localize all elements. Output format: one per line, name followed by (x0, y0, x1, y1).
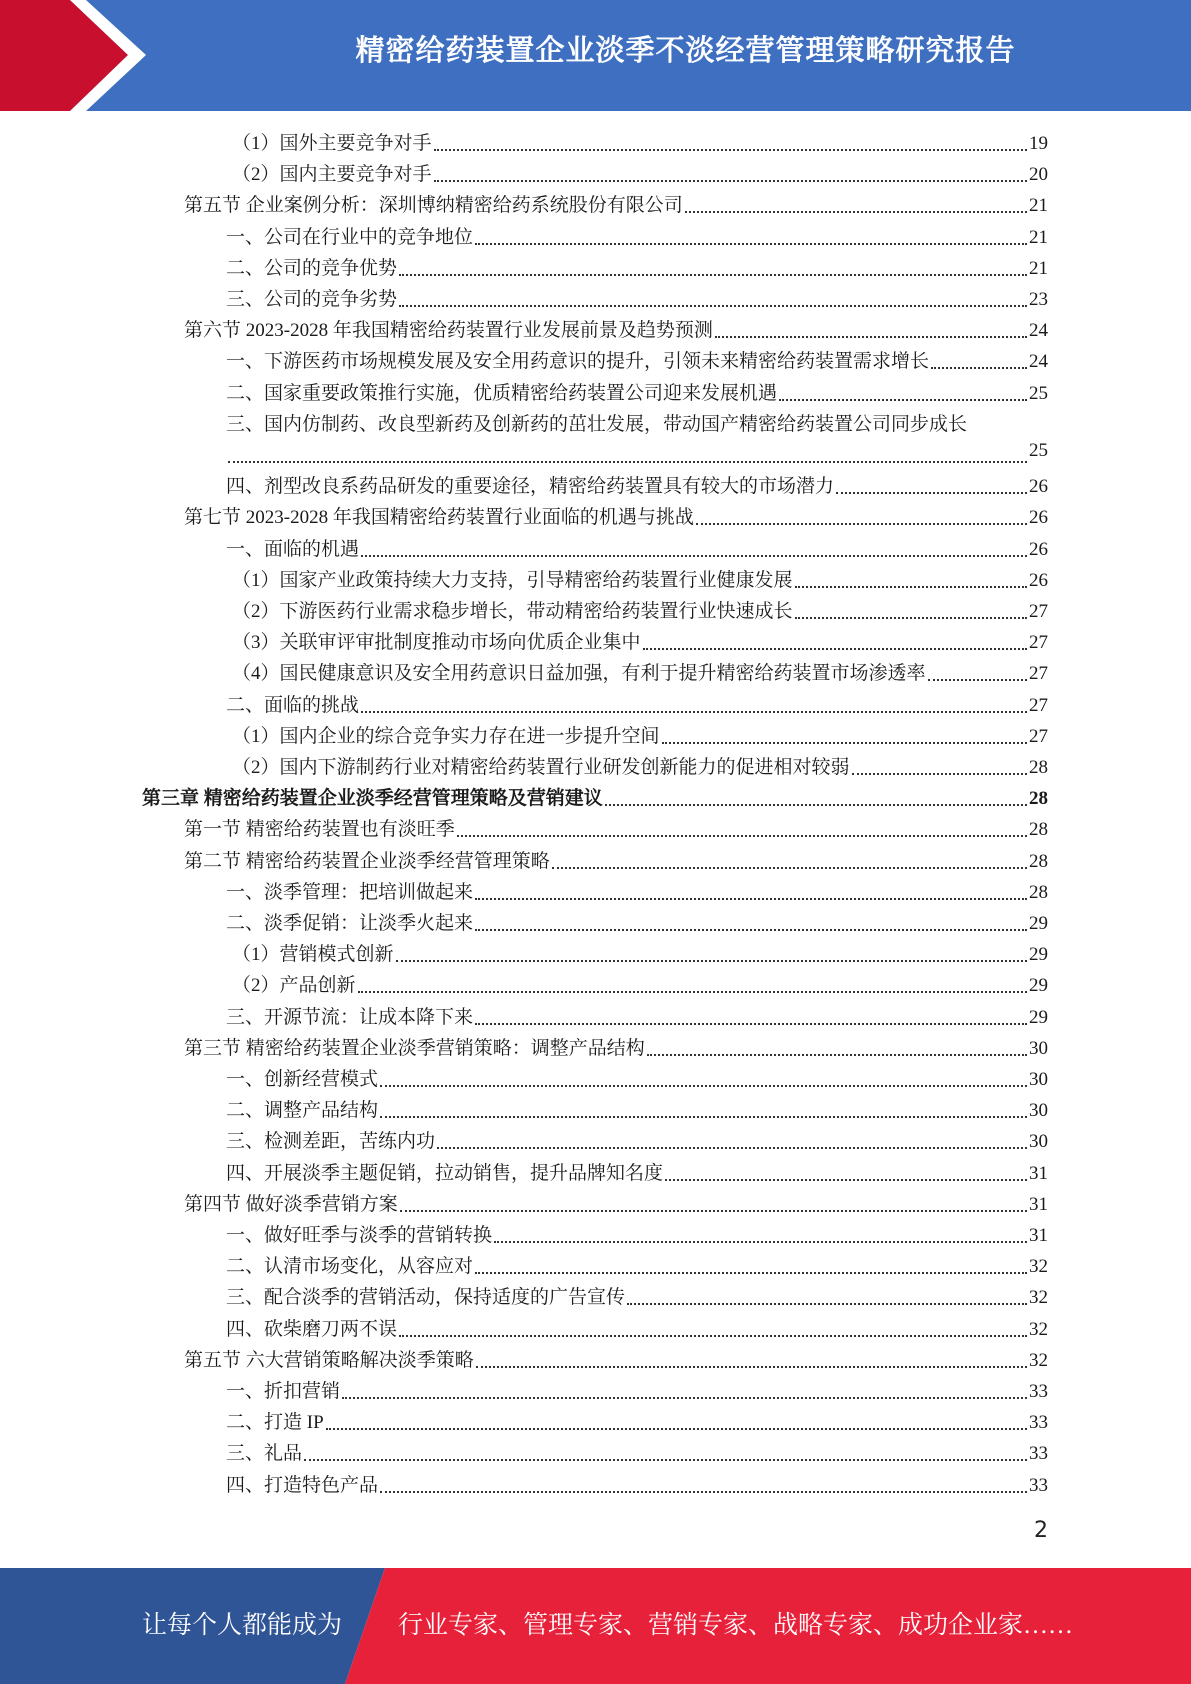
toc-entry-text: 三、礼品 (226, 1443, 303, 1465)
toc-entry-text: （1）营销模式创新 (232, 944, 394, 966)
toc-leader-dots (400, 1210, 1027, 1212)
toc-leader-dots (437, 1147, 1027, 1149)
toc-entry-text: 二、面临的挑战 (226, 694, 360, 716)
toc-entry-text: 三、公司的竞争劣势 (226, 289, 398, 310)
toc-leader-dots (795, 617, 1027, 619)
toc-entry[interactable] (226, 1407, 1048, 1438)
toc-entry-page: 32 (1029, 1349, 1048, 1371)
toc-entry-page: 32 (1029, 1287, 1048, 1309)
toc-entry[interactable] (232, 596, 1048, 627)
toc-entry[interactable] (184, 502, 1048, 533)
toc-leader-dots (228, 461, 1027, 463)
page-footer (0, 1568, 1191, 1684)
toc-leader-dots (304, 1459, 1027, 1461)
toc-entry-page: 21 (1029, 257, 1048, 279)
toc-entry-text: 一、公司在行业中的竞争地位 (226, 226, 474, 248)
toc-entry-page: 30 (1029, 1037, 1048, 1059)
toc-entry-page: 29 (1029, 1006, 1048, 1028)
toc-entry[interactable] (226, 1220, 1048, 1251)
toc-entry-text: 四、开展淡季主题促销，拉动销售，提升品牌知名度 (226, 1162, 664, 1184)
toc-entry-page: 31 (1029, 1162, 1048, 1184)
toc-entry-text: 一、面临的机遇 (226, 538, 360, 560)
toc-leader-dots (434, 149, 1027, 151)
toc-entry[interactable] (184, 1189, 1048, 1220)
toc-entry-text: （2）产品创新 (232, 975, 356, 997)
toc-entry-page: 24 (1029, 351, 1048, 373)
toc-entry-page: 26 (1029, 507, 1048, 529)
toc-entry-text: 第五节 企业案例分析：深圳博纳精密给药系统股份有限公司 (184, 195, 683, 217)
toc-leader-dots (475, 1272, 1027, 1274)
toc-entry-page: 33 (1029, 1381, 1048, 1402)
toc-entry[interactable] (226, 253, 1048, 284)
toc-entry-page: 28 (1029, 757, 1048, 778)
toc-leader-dots (326, 1428, 1027, 1430)
toc-entry-text: 第一节 精密给药装置也有淡旺季 (184, 819, 455, 841)
toc-entry[interactable] (226, 1282, 1048, 1313)
toc-entry-page: 32 (1029, 1318, 1048, 1340)
toc-leader-dots (494, 1241, 1027, 1243)
toc-entry-text: （2）国内下游制药行业对精密给药装置行业研发创新能力的促进相对较弱 (232, 757, 850, 778)
toc-entry-text: 一、折扣营销 (226, 1381, 341, 1402)
toc-entry[interactable] (226, 346, 1048, 377)
toc-entry[interactable] (226, 690, 1048, 721)
toc-entry-page: 28 (1029, 881, 1048, 903)
toc-entry-text: 二、淡季促销：让淡季火起来 (226, 913, 474, 934)
toc-entry-page: 26 (1029, 538, 1048, 560)
toc-leader-dots (361, 555, 1027, 557)
toc-entry-page: 31 (1029, 1193, 1048, 1215)
toc-entry-page: 26 (1029, 476, 1048, 498)
toc-leader-dots (475, 243, 1027, 245)
toc-leader-dots (380, 1491, 1027, 1493)
toc-leader-dots (358, 991, 1027, 993)
toc-leader-dots (380, 1116, 1027, 1118)
toc-leader-dots (605, 804, 1027, 806)
toc-leader-dots (396, 960, 1027, 962)
toc-entry-page: 31 (1029, 1225, 1048, 1246)
toc-entry[interactable] (232, 721, 1048, 752)
toc-entry-text: 第二节 精密给药装置企业淡季经营管理策略 (184, 850, 550, 872)
toc-leader-dots (662, 742, 1027, 744)
toc-entry[interactable] (184, 1345, 1048, 1376)
toc-entry[interactable] (226, 908, 1048, 939)
toc-leader-dots (476, 1366, 1027, 1368)
toc-entry-page: 25 (1029, 439, 1048, 461)
toc-entry-text: （1）国家产业政策持续大力支持，引导精密给药装置行业健康发展 (232, 569, 793, 591)
toc-entry-text: 二、打造 IP (226, 1412, 324, 1434)
toc-entry-text: （2）国内主要竞争对手 (232, 164, 432, 186)
toc-entry[interactable] (184, 1033, 1048, 1064)
toc-entry[interactable] (232, 159, 1048, 190)
toc-entry[interactable] (232, 658, 1048, 689)
toc-entry[interactable] (226, 1251, 1048, 1282)
toc-entry-text: 第三节 精密给药装置企业淡季营销策略：调整产品结构 (184, 1037, 645, 1059)
toc-entry-page: 30 (1029, 1069, 1048, 1090)
toc-entry[interactable] (184, 846, 1048, 877)
toc-entry-text: 三、配合淡季的营销活动，保持适度的广告宣传 (226, 1287, 626, 1309)
toc-leader-dots (475, 898, 1027, 900)
toc-entry-page: 27 (1029, 663, 1048, 685)
toc-entry-page: 24 (1029, 320, 1048, 342)
toc-leader-dots (715, 336, 1027, 338)
toc-entry-page: 28 (1029, 788, 1048, 810)
toc-leader-dots (696, 523, 1027, 525)
toc-leader-dots (665, 1179, 1027, 1181)
toc-chapter-entry[interactable] (142, 783, 1048, 814)
toc-entry-text: （1）国外主要竞争对手 (232, 133, 432, 154)
toc-entry-page: 28 (1029, 850, 1048, 872)
toc-entry[interactable] (232, 565, 1048, 596)
toc-entry[interactable] (232, 939, 1048, 970)
toc-entry[interactable] (226, 222, 1048, 253)
toc-entry[interactable] (226, 409, 1048, 471)
footer-slogan-left: 让每个人都能成为 (142, 1612, 343, 1639)
toc-entry[interactable] (226, 1095, 1048, 1126)
toc-entry-text: 第五节 六大营销策略解决淡季策略 (184, 1349, 474, 1371)
toc-leader-dots (399, 1335, 1027, 1337)
toc-entry[interactable] (226, 534, 1048, 565)
toc-entry-page: 23 (1029, 289, 1048, 310)
page-number: 2 (1034, 1518, 1048, 1543)
toc-entry-page: 28 (1029, 819, 1048, 841)
toc-entry[interactable] (232, 752, 1048, 783)
toc-entry-text: 第四节 做好淡季营销方案 (184, 1193, 398, 1215)
toc-entry-page: 29 (1029, 975, 1048, 997)
toc-entry-page: 27 (1029, 601, 1048, 622)
toc-entry-text: 二、认清市场变化，从容应对 (226, 1256, 474, 1278)
toc-entry-text: 三、开源节流：让成本降下来 (226, 1006, 474, 1028)
toc-entry[interactable] (184, 814, 1048, 845)
toc-entry[interactable] (226, 1126, 1048, 1157)
toc-leader-dots (399, 305, 1027, 307)
toc-entry[interactable] (184, 190, 1048, 221)
toc-leader-dots (928, 679, 1027, 681)
toc-leader-dots (627, 1303, 1027, 1305)
toc-entry[interactable] (226, 471, 1048, 502)
toc-entry[interactable] (226, 1002, 1048, 1033)
header-arrow-decoration (0, 0, 160, 111)
toc-entry-text: （4）国民健康意识及安全用药意识日益加强，有利于提升精密给药装置市场渗透率 (232, 663, 926, 685)
toc-entry-page: 25 (1029, 382, 1048, 404)
toc-entry-text: 三、检测差距，苦练内功 (226, 1131, 436, 1153)
toc-entry[interactable] (232, 128, 1048, 159)
toc-leader-dots (647, 1054, 1027, 1056)
toc-leader-dots (836, 492, 1027, 494)
page-header (0, 0, 1191, 111)
toc-entry-text: 二、调整产品结构 (226, 1100, 379, 1122)
toc-leader-dots (434, 180, 1027, 182)
toc-entry[interactable] (184, 315, 1048, 346)
toc-entry-page: 21 (1029, 226, 1048, 248)
toc-entry-page: 29 (1029, 913, 1048, 934)
toc-entry-text: （3）关联审评审批制度推动市场向优质企业集中 (232, 632, 641, 654)
toc-entry-page: 33 (1029, 1443, 1048, 1465)
toc-leader-dots (852, 773, 1027, 775)
toc-entry-page: 32 (1029, 1256, 1048, 1278)
toc-leader-dots (380, 1085, 1027, 1087)
toc-entry-page: 19 (1029, 133, 1048, 154)
toc-leader-dots (795, 586, 1027, 588)
toc-entry-page: 30 (1029, 1100, 1048, 1122)
toc-leader-dots (475, 1023, 1027, 1025)
toc-entry-text: 四、砍柴磨刀两不误 (226, 1318, 398, 1340)
toc-entry-text: 一、创新经营模式 (226, 1069, 379, 1090)
toc-entry-page: 20 (1029, 164, 1048, 186)
toc-entry-text: 四、剂型改良系药品研发的重要途径，精密给药装置具有较大的市场潜力 (226, 476, 835, 498)
toc-entry[interactable] (226, 1470, 1048, 1501)
report-title: 精密给药装置企业淡季不淡经营管理策略研究报告 (355, 33, 1016, 67)
toc-entry-text: 一、做好旺季与淡季的营销转换 (226, 1225, 493, 1246)
toc-leader-dots (643, 648, 1027, 650)
toc-entry-page: 33 (1029, 1474, 1048, 1496)
toc-entry[interactable] (226, 877, 1048, 908)
toc-entry-text: 一、淡季管理：把培训做起来 (226, 881, 474, 903)
toc-leader-dots (552, 867, 1027, 869)
toc-entry-text: 第七节 2023-2028 年我国精密给药装置行业面临的机遇与挑战 (184, 507, 694, 529)
toc-entry-text: 二、国家重要政策推行实施，优质精密给药装置公司迎来发展机遇 (226, 382, 778, 404)
footer-slogan-right: 行业专家、管理专家、营销专家、战略专家、成功企业家…… (398, 1612, 1074, 1639)
toc-entry-page: 33 (1029, 1412, 1048, 1434)
toc-leader-dots (361, 711, 1027, 713)
toc-entry-page: 21 (1029, 195, 1048, 217)
toc-entry-text: （1）国内企业的综合竞争实力存在进一步提升空间 (232, 725, 660, 747)
toc-entry-page: 29 (1029, 944, 1048, 966)
toc-entry[interactable] (232, 627, 1048, 658)
toc-entry-text: 第六节 2023-2028 年我国精密给药装置行业发展前景及趋势预测 (184, 320, 713, 342)
toc-entry-page: 27 (1029, 725, 1048, 747)
toc-entry-page: 27 (1029, 632, 1048, 654)
toc-entry-text: 三、国内仿制药、改良型新药及创新药的茁壮发展，带动国产精密给药装置公司同步成长 (226, 413, 968, 435)
toc-entry-text: 二、公司的竞争优势 (226, 257, 398, 279)
toc-entry[interactable] (226, 1314, 1048, 1345)
toc-entry[interactable] (226, 1438, 1048, 1469)
toc-entry-text: 第三章 精密给药装置企业淡季经营管理策略及营销建议 (142, 788, 603, 810)
toc-entry[interactable] (226, 1064, 1048, 1095)
toc-leader-dots (475, 929, 1027, 931)
toc-entry[interactable] (226, 1376, 1048, 1407)
toc-leader-dots (399, 274, 1027, 276)
toc-entry-text: （2）下游医药行业需求稳步增长，带动精密给药装置行业快速成长 (232, 601, 793, 622)
toc-entry-page: 26 (1029, 569, 1048, 591)
toc-leader-dots (779, 399, 1027, 401)
toc-entry[interactable] (226, 1158, 1048, 1189)
toc-entry[interactable] (226, 284, 1048, 315)
toc-entry-text: 四、打造特色产品 (226, 1474, 379, 1496)
toc-entry[interactable] (232, 970, 1048, 1001)
toc-entry[interactable] (226, 378, 1048, 409)
toc-entry-text: 一、下游医药市场规模发展及安全用药意识的提升，引领未来精密给药装置需求增长 (226, 351, 930, 373)
toc-entry-page: 27 (1029, 694, 1048, 716)
toc-entry-page: 30 (1029, 1131, 1048, 1153)
toc-leader-dots (457, 835, 1027, 837)
toc-leader-dots (342, 1397, 1027, 1399)
toc-leader-dots (685, 211, 1027, 213)
toc-leader-dots (931, 367, 1027, 369)
